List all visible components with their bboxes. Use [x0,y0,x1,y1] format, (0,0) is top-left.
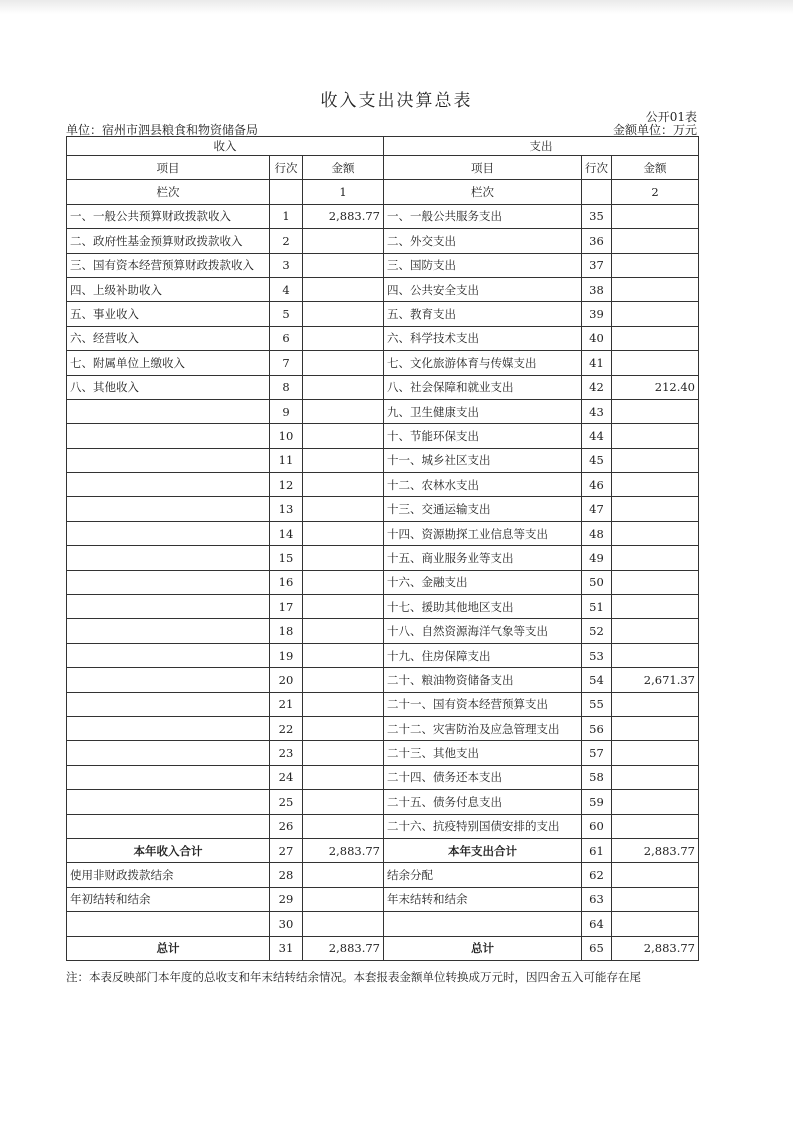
income-amount-cell [303,277,384,301]
table-row [67,716,699,740]
income-item-cell [67,692,270,716]
expense-item-cell: 十三、交通运输支出 [384,497,582,521]
expense-line-no-cell: 45 [582,448,612,472]
expense-line-no-cell: 52 [582,619,612,643]
table-row [67,887,699,911]
income-amount-cell [303,448,384,472]
income-amount-cell [303,716,384,740]
expense-amount-cell [612,570,699,594]
expense-line-no-cell: 50 [582,570,612,594]
income-amount-cell [303,790,384,814]
expense-amount-cell [612,229,699,253]
income-line-no-cell: 28 [270,863,303,887]
expense-line-no-cell: 53 [582,643,612,667]
table-row [67,912,699,936]
income-line-no-cell: 24 [270,765,303,789]
income-item-cell [67,741,270,765]
expense-item-cell: 本年支出合计 [384,838,582,862]
income-line-no-cell: 5 [270,302,303,326]
table-row [67,863,699,887]
income-item-cell [67,814,270,838]
income-item-header: 项目 [67,156,270,180]
expense-amount-cell: 2,671.37 [612,668,699,692]
expense-amount-cell [612,741,699,765]
amount-unit-label: 金额单位：万元 [612,123,697,137]
income-line-no-cell: 30 [270,912,303,936]
expense-line-no-cell: 57 [582,741,612,765]
expense-amount-cell [612,716,699,740]
expense-item-cell: 六、科学技术支出 [384,326,582,350]
table-row [67,619,699,643]
expense-item-cell: 二十三、其他支出 [384,741,582,765]
expense-item-cell: 一、一般公共服务支出 [384,204,582,228]
income-amount-header: 金额 [303,156,384,180]
expense-line-no-cell: 64 [582,912,612,936]
income-line-no-cell: 17 [270,595,303,619]
income-line-no-cell: 6 [270,326,303,350]
income-amount-cell [303,546,384,570]
expense-amount-cell [612,546,699,570]
expense-line-no-cell: 63 [582,887,612,911]
income-line-no-cell: 1 [270,204,303,228]
column-label-row [67,180,699,204]
income-line-no-cell: 29 [270,887,303,911]
expense-item-cell: 总计 [384,936,582,960]
expense-amount-cell [612,302,699,326]
expense-line-no-cell: 40 [582,326,612,350]
expense-amount-cell [612,692,699,716]
unit-label: 单位：宿州市泗县粮食和物资储备局 [66,123,259,137]
expense-line-no-cell: 58 [582,765,612,789]
income-item-cell: 七、附属单位上缴收入 [67,351,270,375]
income-item-cell [67,595,270,619]
table-row [67,448,699,472]
income-amount-cell [303,302,384,326]
income-item-cell [67,424,270,448]
income-amount-cell: 2,883.77 [303,204,384,228]
income-amount-cell [303,375,384,399]
expense-item-cell: 四、公共安全支出 [384,277,582,301]
expense-item-header: 项目 [384,156,582,180]
expense-item-cell: 十五、商业服务业等支出 [384,546,582,570]
expense-amount-cell [612,643,699,667]
expense-line-no-cell: 39 [582,302,612,326]
expense-item-cell: 十一、城乡社区支出 [384,448,582,472]
expense-item-cell [384,912,582,936]
table-row [67,692,699,716]
section-header-row [67,137,699,156]
expense-item-cell: 二十一、国有资本经营预算支出 [384,692,582,716]
expense-amount-cell [612,497,699,521]
income-line-no-cell: 10 [270,424,303,448]
income-amount-cell [303,399,384,423]
income-line-no-cell: 19 [270,643,303,667]
income-line-no-cell: 18 [270,619,303,643]
income-item-cell [67,765,270,789]
expense-amount-cell: 2,883.77 [612,838,699,862]
income-line-no-cell: 23 [270,741,303,765]
income-item-cell [67,643,270,667]
income-item-cell [67,497,270,521]
income-amount-cell [303,863,384,887]
income-amount-cell [303,473,384,497]
income-line-no-cell: 12 [270,473,303,497]
income-item-cell: 五、事业收入 [67,302,270,326]
expense-amount-cell [612,351,699,375]
expense-line-no-cell: 62 [582,863,612,887]
income-amount-cell [303,741,384,765]
income-item-cell [67,912,270,936]
expense-item-cell: 三、国防支出 [384,253,582,277]
expense-amount-cell [612,790,699,814]
expense-column-number: 2 [612,180,699,204]
expense-amount-cell [612,619,699,643]
income-line-no-cell: 8 [270,375,303,399]
income-item-cell: 三、国有资本经营预算财政拨款收入 [67,253,270,277]
income-amount-cell [303,253,384,277]
income-section-header: 收入 [67,137,384,156]
table-row [67,375,699,399]
expense-line-no-cell: 43 [582,399,612,423]
expense-item-cell: 十、节能环保支出 [384,424,582,448]
expense-item-cell: 二十、粮油物资储备支出 [384,668,582,692]
income-item-cell [67,448,270,472]
income-amount-cell [303,912,384,936]
income-amount-cell: 2,883.77 [303,936,384,960]
expense-item-cell: 十九、住房保障支出 [384,643,582,667]
expense-item-cell: 十二、农林水支出 [384,473,582,497]
table-row [67,765,699,789]
table-row [67,399,699,423]
income-amount-cell [303,497,384,521]
income-item-cell [67,716,270,740]
income-item-cell: 年初结转和结余 [67,887,270,911]
table-row [67,521,699,545]
expense-amount-cell [612,448,699,472]
income-item-cell [67,473,270,497]
table-row [67,546,699,570]
expense-line-no-header: 行次 [582,156,612,180]
expense-item-cell: 十六、金融支出 [384,570,582,594]
expense-amount-cell [612,424,699,448]
expense-column-label: 栏次 [384,180,582,204]
expense-amount-cell [612,814,699,838]
expense-column-label-empty [582,180,612,204]
income-line-no-cell: 31 [270,936,303,960]
expense-amount-cell [612,595,699,619]
table-row [67,253,699,277]
expense-item-cell: 二十二、灾害防治及应急管理支出 [384,716,582,740]
total-row [67,838,699,862]
expense-amount-cell [612,253,699,277]
expense-amount-cell [612,912,699,936]
footnote: 注：本表反映部门本年度的总收支和年末结转结余情况。本套报表金额单位转换成万元时，因四舍五入可能存在尾 [66,970,641,984]
table-row [67,497,699,521]
income-item-cell [67,790,270,814]
income-line-no-cell: 2 [270,229,303,253]
income-line-no-cell: 13 [270,497,303,521]
expense-line-no-cell: 56 [582,716,612,740]
expense-line-no-cell: 60 [582,814,612,838]
income-column-number: 1 [303,180,384,204]
expense-line-no-cell: 46 [582,473,612,497]
expense-item-cell: 年末结转和结余 [384,887,582,911]
income-amount-cell [303,424,384,448]
table-row [67,814,699,838]
expense-amount-cell [612,765,699,789]
table-row [67,302,699,326]
total-row [67,936,699,960]
expense-amount-cell [612,277,699,301]
expense-line-no-cell: 54 [582,668,612,692]
table-row [67,668,699,692]
expense-item-cell: 五、教育支出 [384,302,582,326]
income-amount-cell [303,668,384,692]
income-amount-cell: 2,883.77 [303,838,384,862]
expense-line-no-cell: 37 [582,253,612,277]
expense-amount-cell [612,473,699,497]
expense-section-header: 支出 [384,137,699,156]
income-line-no-cell: 9 [270,399,303,423]
income-amount-cell [303,326,384,350]
expense-line-no-cell: 42 [582,375,612,399]
expense-line-no-cell: 65 [582,936,612,960]
income-line-no-cell: 16 [270,570,303,594]
expense-item-cell: 八、社会保障和就业支出 [384,375,582,399]
income-item-cell [67,570,270,594]
expense-item-cell: 九、卫生健康支出 [384,399,582,423]
table-row [67,204,699,228]
expense-line-no-cell: 55 [582,692,612,716]
income-item-cell [67,521,270,545]
income-item-cell: 总计 [67,936,270,960]
table-row [67,570,699,594]
income-column-label-empty [270,180,303,204]
column-header-row [67,156,699,180]
income-item-cell: 八、其他收入 [67,375,270,399]
income-item-cell: 四、上级补助收入 [67,277,270,301]
income-amount-cell [303,887,384,911]
income-amount-cell [303,765,384,789]
income-line-no-cell: 25 [270,790,303,814]
expense-amount-cell [612,863,699,887]
expense-item-cell: 十七、援助其他地区支出 [384,595,582,619]
income-amount-cell [303,229,384,253]
income-line-no-cell: 11 [270,448,303,472]
income-amount-cell [303,814,384,838]
page-title: 收入支出决算总表 [320,91,473,111]
expense-item-cell: 二十六、抗疫特别国债安排的支出 [384,814,582,838]
expense-amount-cell [612,399,699,423]
expense-amount-cell: 212.40 [612,375,699,399]
income-item-cell [67,399,270,423]
income-amount-cell [303,692,384,716]
income-line-no-cell: 3 [270,253,303,277]
expense-line-no-cell: 61 [582,838,612,862]
expense-amount-cell [612,521,699,545]
expense-line-no-cell: 47 [582,497,612,521]
table-row [67,741,699,765]
expense-line-no-cell: 51 [582,595,612,619]
expense-line-no-cell: 35 [582,204,612,228]
expense-amount-header: 金额 [612,156,699,180]
income-item-cell: 六、经营收入 [67,326,270,350]
income-column-label: 栏次 [67,180,270,204]
income-line-no-cell: 14 [270,521,303,545]
expense-amount-cell [612,204,699,228]
table-row [67,595,699,619]
table-row [67,351,699,375]
income-line-no-cell: 15 [270,546,303,570]
expense-amount-cell: 2,883.77 [612,936,699,960]
income-item-cell: 二、政府性基金预算财政拨款收入 [67,229,270,253]
income-amount-cell [303,570,384,594]
expense-amount-cell [612,326,699,350]
expense-item-cell: 七、文化旅游体育与传媒支出 [384,351,582,375]
income-item-cell [67,668,270,692]
expense-line-no-cell: 59 [582,790,612,814]
expense-line-no-cell: 36 [582,229,612,253]
form-code: 公开01表 [645,110,697,124]
expense-item-cell: 结余分配 [384,863,582,887]
expense-line-no-cell: 49 [582,546,612,570]
income-item-cell: 本年收入合计 [67,838,270,862]
table-row [67,473,699,497]
income-item-cell [67,619,270,643]
scan-edge [0,0,793,14]
expense-line-no-cell: 41 [582,351,612,375]
income-item-cell: 使用非财政拨款结余 [67,863,270,887]
income-amount-cell [303,643,384,667]
expense-line-no-cell: 38 [582,277,612,301]
income-line-no-cell: 27 [270,838,303,862]
expense-item-cell: 二十五、债务付息支出 [384,790,582,814]
table-row [67,790,699,814]
expense-item-cell: 十八、自然资源海洋气象等支出 [384,619,582,643]
income-line-no-cell: 4 [270,277,303,301]
income-line-no-cell: 20 [270,668,303,692]
expense-line-no-cell: 48 [582,521,612,545]
expense-line-no-cell: 44 [582,424,612,448]
income-amount-cell [303,619,384,643]
table-row [67,326,699,350]
expense-item-cell: 二十四、债务还本支出 [384,765,582,789]
income-item-cell [67,546,270,570]
table-row [67,424,699,448]
income-line-no-cell: 22 [270,716,303,740]
income-line-no-cell: 26 [270,814,303,838]
table-row [67,643,699,667]
income-line-no-cell: 21 [270,692,303,716]
income-line-no-header: 行次 [270,156,303,180]
table-row [67,229,699,253]
income-expense-table [66,136,699,961]
income-line-no-cell: 7 [270,351,303,375]
expense-item-cell: 二、外交支出 [384,229,582,253]
income-amount-cell [303,351,384,375]
expense-amount-cell [612,887,699,911]
income-amount-cell [303,595,384,619]
expense-item-cell: 十四、资源勘探工业信息等支出 [384,521,582,545]
income-amount-cell [303,521,384,545]
income-item-cell: 一、一般公共预算财政拨款收入 [67,204,270,228]
table-row [67,277,699,301]
